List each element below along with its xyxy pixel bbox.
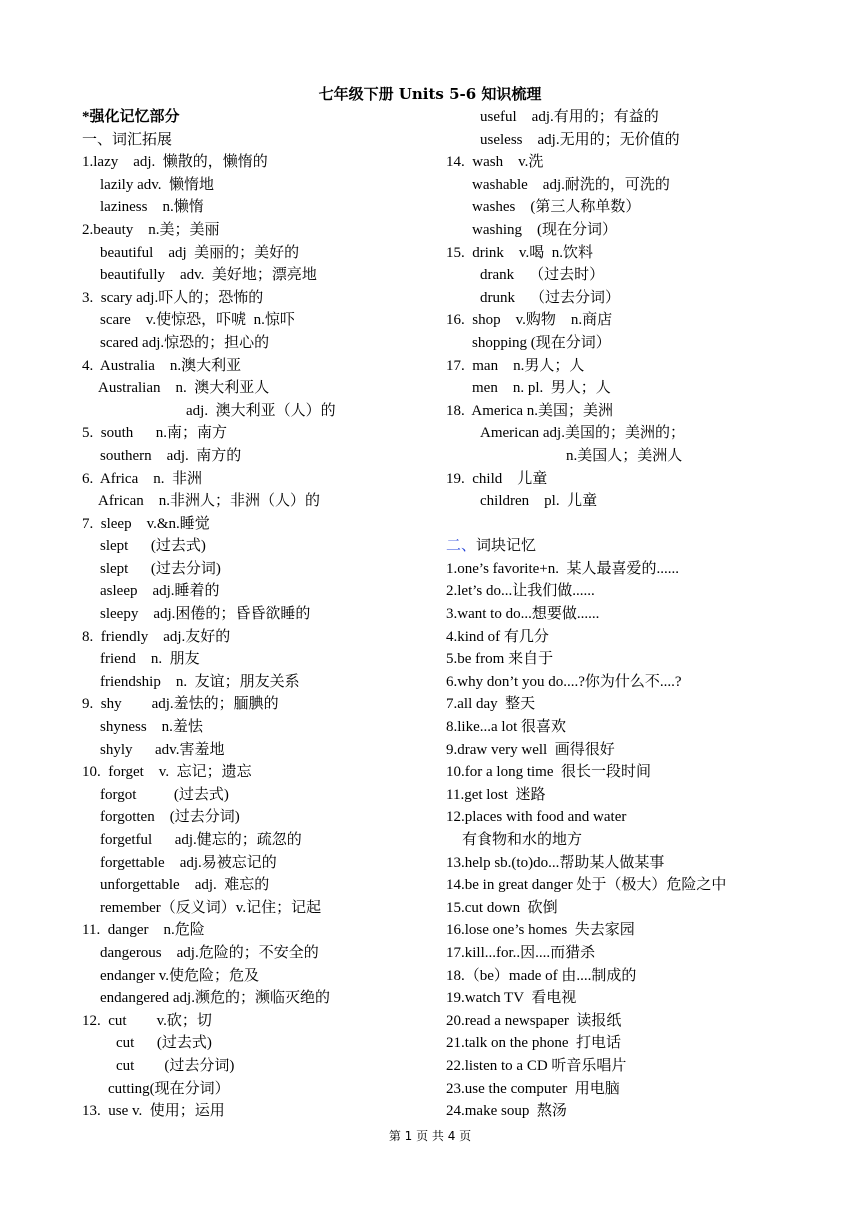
text-line: 8. friendly adj.友好的	[82, 628, 231, 645]
text-line: n.美国人；美洲人	[566, 447, 683, 464]
text-line: washable adj.耐洗的，可洗的	[472, 176, 670, 193]
text-line: 15. drink v.喝 n.饮料	[446, 244, 593, 261]
text-line: friend n. 朋友	[100, 651, 200, 668]
text-line: sleepy adj.困倦的；昏昏欲睡的	[100, 606, 311, 623]
text-line: 2.beauty n.美；美丽	[82, 221, 220, 238]
text-line: 17. man n.男人；人	[446, 357, 585, 374]
text-line: asleep adj.睡着的	[100, 583, 220, 600]
text-line: 10. forget v. 忘记；遗忘	[82, 764, 252, 781]
text-line: children pl. 儿童	[480, 493, 598, 510]
text-line: shyness n.羞怯	[100, 719, 203, 736]
text-line: laziness n.懒惰	[100, 199, 204, 216]
text-line: 8.like...a lot 很喜欢	[446, 719, 566, 736]
text-line: 5.be from 来自于	[446, 651, 554, 668]
page-footer: 第 1 页 共 4 页	[388, 1129, 472, 1143]
text-line: 13.help sb.(to)do...帮助某人做某事	[446, 854, 665, 871]
text-line: 21.talk on the phone 打电话	[446, 1035, 621, 1052]
text-line: dangerous adj.危险的；不安全的	[100, 944, 319, 961]
text-line: 7. sleep v.&n.睡觉	[82, 515, 210, 532]
text-line: washes (第三人称单数）	[472, 199, 641, 216]
text-line: forgotten (过去分词)	[100, 809, 240, 826]
text-line: forgettable adj.易被忘记的	[100, 854, 277, 871]
text-line: 一、词汇拓展	[82, 131, 173, 148]
right-column	[446, 106, 846, 1123]
text-line: beautifully adv. 美好地；漂亮地	[100, 267, 317, 284]
text-line: friendship n. 友谊；朋友关系	[100, 673, 300, 690]
text-line: 19.watch TV 看电视	[446, 990, 577, 1007]
text-line: 11.get lost 迷路	[446, 786, 546, 803]
text-line: 19. child 儿童	[446, 470, 548, 487]
text-line: 14.be in great danger 处于（极大）危险之中	[446, 877, 727, 894]
text-line: endangered adj.濒危的；濒临灭绝的	[100, 990, 330, 1007]
text-line: 20.read a newspaper 读报纸	[446, 1012, 622, 1029]
text-line: 11. danger n.危险	[82, 922, 205, 939]
text-line: 7.all day 整天	[446, 696, 536, 713]
text-line: 4. Australia n.澳大利亚	[82, 357, 242, 374]
text-line: 3. scary adj.吓人的；恐怖的	[82, 289, 264, 306]
text-line: 6.why don’t you do....?你为什么不....?	[446, 673, 682, 690]
text-line: 17.kill...for..因....而猎杀	[446, 944, 596, 961]
text-line: cutting(现在分词）	[108, 1080, 230, 1097]
text-line: cut (过去式)	[116, 1035, 212, 1052]
text-line: drank （过去时）	[480, 267, 605, 284]
text-line: forgetful adj.健忘的；疏忽的	[100, 832, 302, 848]
text-line: unforgettable adj. 难忘的	[100, 877, 270, 894]
text-line: 有食物和水的地方	[462, 832, 583, 848]
text-line: shopping (现在分词）	[472, 334, 611, 351]
text-line: 14. wash v.洗	[446, 154, 544, 171]
text-line: 13. use v. 使用；运用	[82, 1103, 225, 1120]
text-line: 4.kind of 有几分	[446, 628, 549, 645]
text-line: remember（反义词）v.记住；记起	[100, 899, 322, 916]
page-title: 七年级下册 Units 5-6 知识梳理	[318, 85, 542, 103]
text-line: 12. cut v.砍；切	[82, 1012, 212, 1029]
text-line: endanger v.使危险；危及	[100, 967, 259, 984]
text-line: useful adj.有用的；有益的	[480, 109, 659, 125]
left-column	[82, 106, 452, 1123]
text-line: 9. shy adj.羞怯的；腼腆的	[82, 696, 279, 713]
text-line: 1.one’s favorite+n. 某人最喜爱的......	[446, 560, 680, 577]
text-line: men n. pl. 男人；人	[472, 380, 611, 397]
text-line: 23.use the computer 用电脑	[446, 1080, 620, 1097]
text-line: lazily adv. 懒惰地	[100, 176, 215, 193]
text-line: American adj.美国的；美洲的；	[480, 425, 685, 442]
text-line: 16. shop v.购物 n.商店	[446, 312, 613, 329]
text-line: 5. south n.南；南方	[82, 425, 228, 442]
section-heading: 词块记忆	[476, 538, 537, 555]
text-line: shyly adv.害羞地	[100, 741, 225, 758]
text-line	[446, 535, 846, 558]
text-line: slept (过去分词)	[100, 560, 221, 577]
text-line: 9.draw very well 画得很好	[446, 741, 615, 758]
text-line: 18.（be）made of 由....制成的	[446, 967, 637, 984]
text-line: 1.lazy adj. 懒散的，懒惰的	[82, 154, 268, 171]
text-line: Australian n. 澳大利亚人	[98, 380, 270, 397]
text-line: 24.make soup 熬汤	[446, 1103, 567, 1120]
section-number: 二、	[446, 538, 477, 555]
text-line: 3.want to do...想要做......	[446, 606, 600, 623]
text-line: adj. 澳大利亚（人）的	[186, 402, 336, 419]
text-line: 6. Africa n. 非洲	[82, 470, 202, 487]
text-line: 22.listen to a CD 听音乐唱片	[446, 1057, 627, 1074]
text-line: slept (过去式)	[100, 538, 206, 555]
text-line: *强化记忆部分	[82, 109, 180, 125]
text-line: beautiful adj 美丽的；美好的	[100, 244, 300, 261]
text-line: scared adj.惊恐的；担心的	[100, 334, 270, 351]
text-line: useless adj.无用的；无价值的	[480, 131, 680, 148]
text-line: forgot (过去式)	[100, 786, 229, 803]
text-line: 18. America n.美国；美洲	[446, 402, 614, 419]
text-line: African n.非洲人；非洲（人）的	[98, 493, 321, 510]
text-line	[446, 513, 846, 536]
text-line: drunk （过去分词）	[480, 289, 620, 306]
text-line: southern adj. 南方的	[100, 447, 242, 464]
text-line: 2.let’s do...让我们做......	[446, 583, 595, 600]
text-line: 16.lose one’s homes 失去家园	[446, 922, 635, 939]
text-line: washing (现在分词）	[472, 221, 617, 238]
text-line: scare v.使惊恐，吓唬 n.惊吓	[100, 312, 295, 329]
text-line: 10.for a long time 很长一段时间	[446, 764, 651, 781]
text-line: cut (过去分词)	[116, 1057, 235, 1074]
text-line: 15.cut down 砍倒	[446, 899, 558, 916]
text-line: 12.places with food and water	[446, 809, 627, 826]
